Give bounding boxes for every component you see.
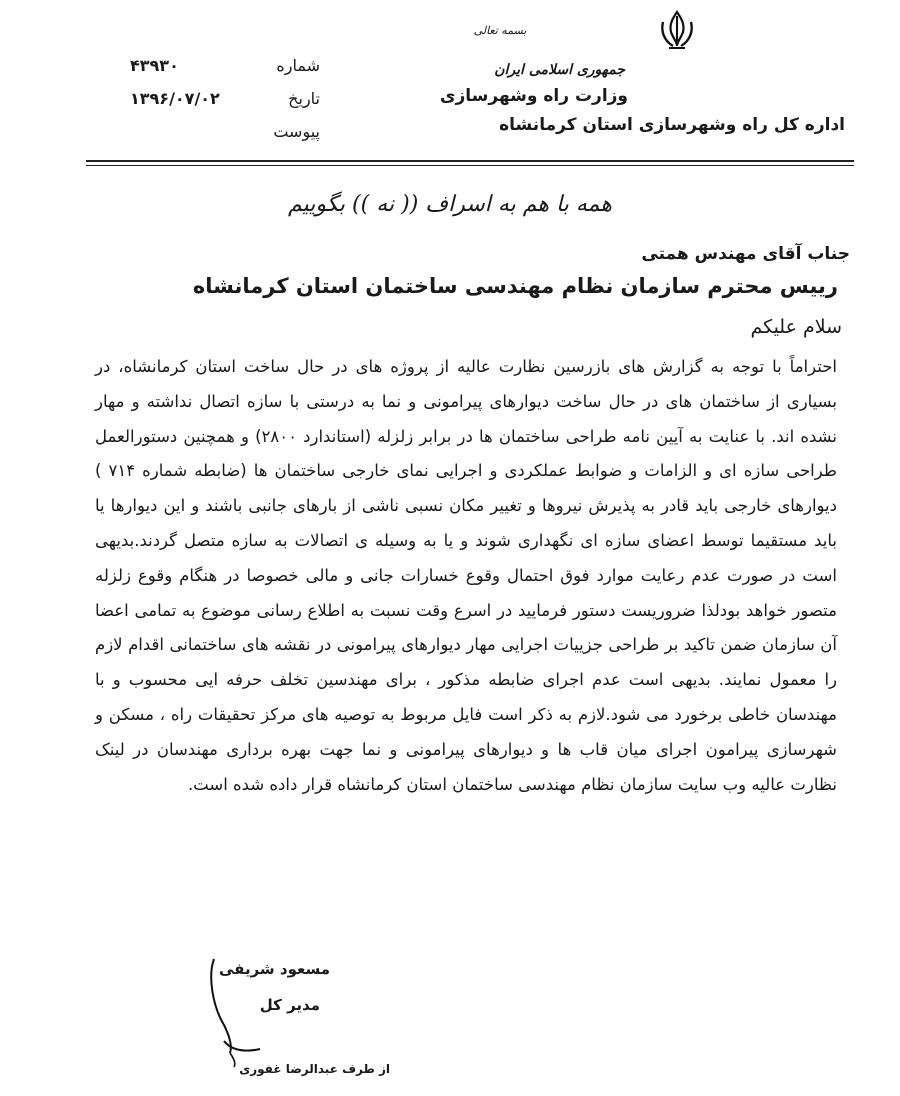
number-label: شماره: [276, 56, 320, 75]
top-note: بسمه تعالی: [473, 24, 527, 37]
org-country: جمهوری اسلامی ایران: [494, 62, 625, 78]
number-value: ۴۳۹۳۰: [130, 56, 179, 75]
date-label: تاریخ: [288, 89, 320, 108]
meta-date-row: [130, 89, 320, 108]
date-value: ۱۳۹۶/۰۷/۰۲: [130, 89, 220, 108]
letter-body: احتراماً با توجه به گزارش های بازرسین نظارت عالیه از پروژه های در حال ساخت استان کرمانشاه، در بسیاری از ساختمان های در حال ساخت دیوارهای پیرامونی و نما به درستی با سازه اتصال نداشته و مهار نشده اند. با عنایت به آیین نامه طراحی ساختمان ها در برابر زلزله (استاندارد ۲۸۰۰) و همچنین دستورالعمل طراحی سازه ای و الزامات و ضوابط عملکردی و اجرایی نمای خارجی ساختمان ها (ضابطه شماره ۷۱۴ ) دیوارهای خارجی باید قادر به پذیرش نیروها و تغییر مکان نسبی ناشی از بارهای جانبی باشند و این دیوارها یا باید مستقیما توسط اعضای سازه ای نگهداری شوند و یا به وسیله ی اتصالات به سازه متصل گردند.بدیهی است در صورت عدم رعایت موارد فوق احتمال وقوع خسارات جانی و مالی خصوصا در هنگام وقوع زلزله متصور خواهد بودلذا ضروریست دستور فرمایید در اسرع وقت نسبت به اطلاع رسانی موضوع به تمامی اعضا آن سازمان ضمن تاکید بر طراحی جزییات اجرایی مهار دیوارهای پیرامونی در نقشه های ساختمانی اقدام لازم را معمول نمایند. بدیهی است عدم اجرای ضابطه مذکور ، برای مهندسین تخلف حرفه ایی محسوب و با مهندسان خاطی برخورد می شود.لازم به ذکر است فایل مربوط به توصیه های مرکز تحقیقات راه ، مسکن و شهرسازی پیرامون اجرای میان قاب ها و دیوارهای پیرامونی و نما جهت بهره برداری مهندسان در لینک نظارت عالیه وب سایت سازمان نظام مهندسی ساختمان استان کرمانشاه قرار داده شده است.: [95, 357, 837, 794]
header-divider: [86, 160, 854, 162]
on-behalf-note: از طرف عبدالرضا غفوری: [239, 1062, 390, 1076]
signer-name: مسعود شریفی: [218, 960, 330, 978]
org-department: اداره کل راه وشهرسازی استان کرمانشاه: [499, 115, 845, 135]
motto: همه با هم به اسراف (( نه )) بگوییم: [288, 192, 612, 217]
greeting: سلام علیکم: [750, 316, 842, 338]
signer-title: مدیر کل: [259, 996, 320, 1014]
attachment-label: پیوست: [273, 122, 320, 141]
org-ministry: وزارت راه وشهرسازی: [439, 86, 628, 106]
header-divider-thin: [86, 165, 854, 166]
meta-attachment-row: [130, 122, 320, 141]
addressee-name: جناب آقای مهندس همتی: [641, 244, 850, 264]
meta-number-row: [130, 56, 320, 75]
addressee-title: رییس محترم سازمان نظام مهندسی ساختمان استان کرمانشاه: [192, 274, 838, 298]
iran-emblem-icon: [655, 8, 699, 52]
